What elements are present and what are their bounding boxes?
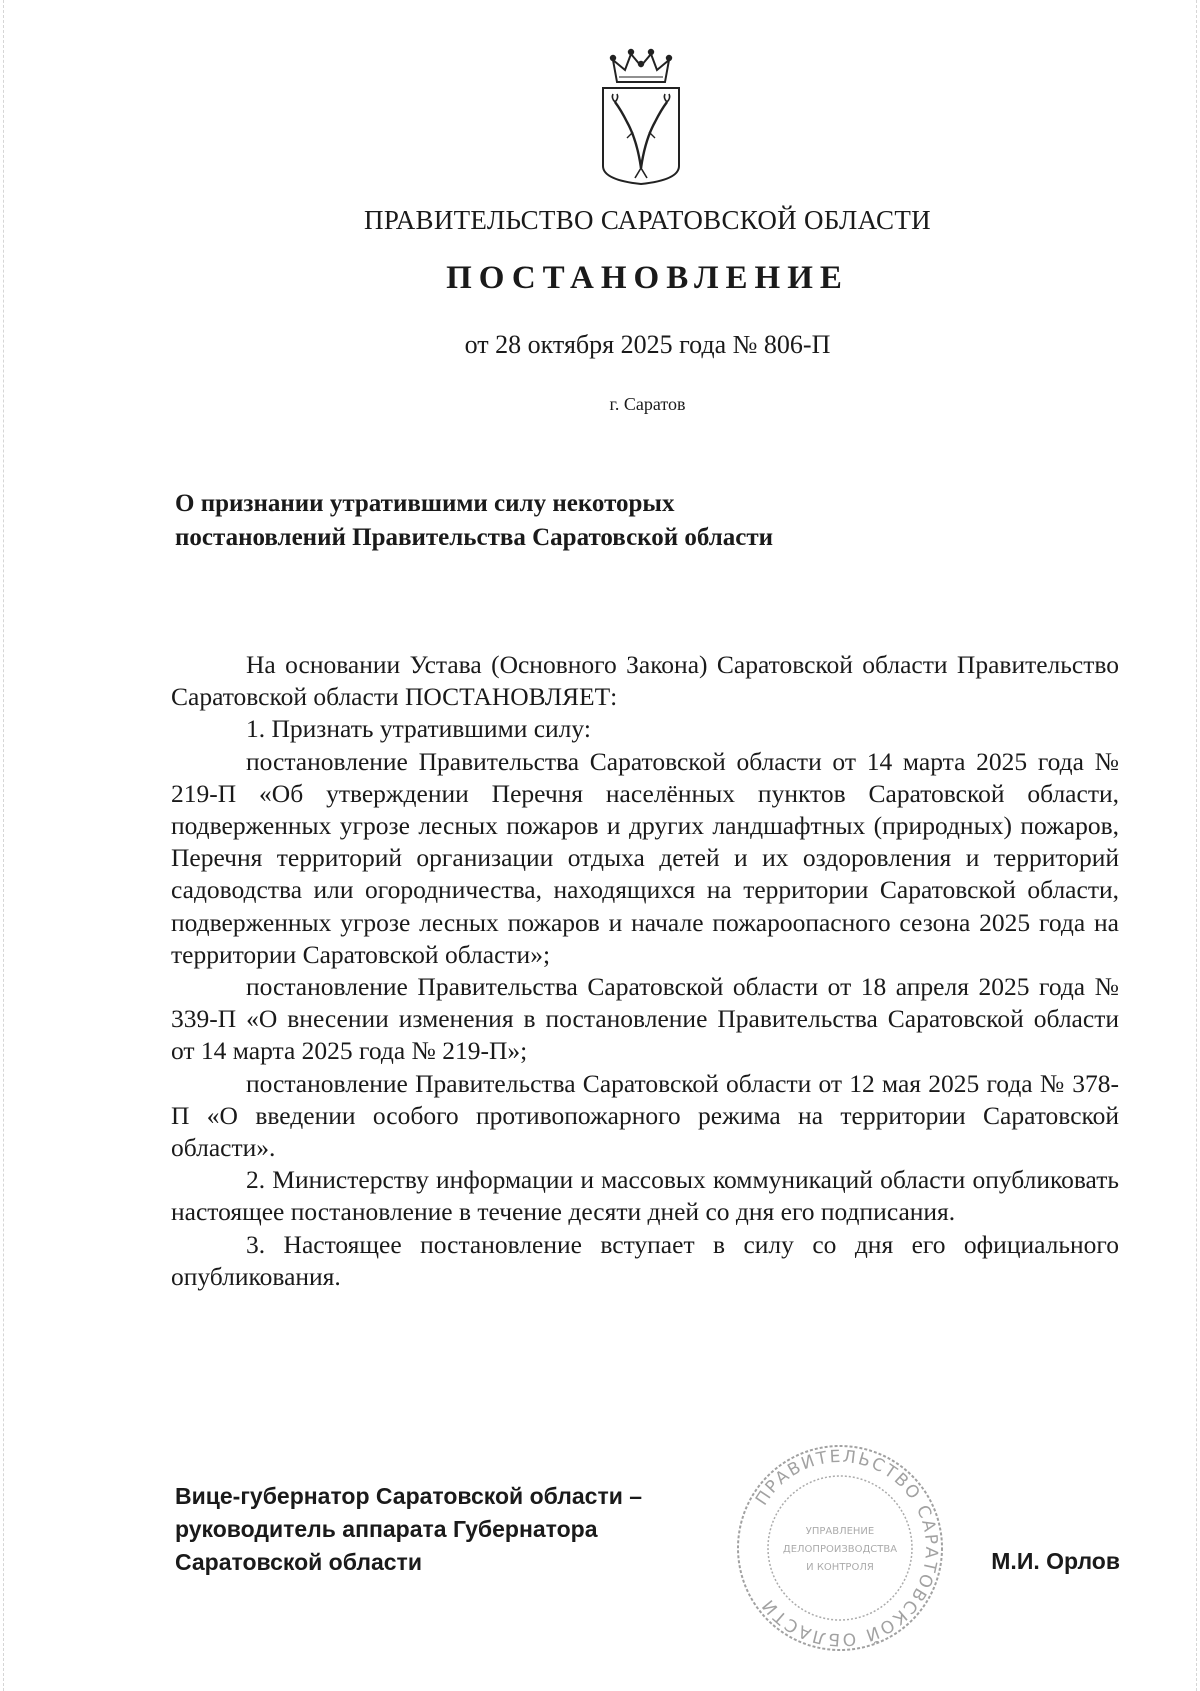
body-paragraph: 3. Настоящее постановление вступает в силу со дня его официального опубликования. [171,1229,1119,1291]
city: г. Саратов [609,394,686,414]
body-paragraph: 2. Министерству информации и массовых коммуникаций области опубликовать настоящее постановление в течение десяти дней со дня его подписания. [171,1165,1119,1227]
official-stamp-icon [734,1442,946,1654]
svg-text:И КОНТРОЛЯ: И КОНТРОЛЯ [806,1562,874,1573]
body-paragraph: постановление Правительства Саратовской области от 12 мая 2025 года № 378-П «О введении особого противопожарного режима на территории Саратовской области». [171,1068,1119,1163]
svg-text:УПРАВЛЕНИЕ: УПРАВЛЕНИЕ [805,1526,875,1537]
government-title: ПРАВИТЕЛЬСТВО САРАТОВСКОЙ ОБЛАСТИ [364,205,931,235]
body-paragraph: На основании Устава (Основного Закона) Саратовской области Правительство Саратовской области ПОСТАНОВЛЯЕТ: [171,650,1119,712]
coat-of-arms-icon [597,48,685,188]
document-body [171,649,1119,1293]
svg-text:ДЕЛОПРОИЗВОДСТВА: ДЕЛОПРОИЗВОДСТВА [782,1544,898,1555]
signatory-title: Вице-губернатор Саратовской области – руководитель аппарата Губернатора Саратовской области [175,1483,643,1575]
svg-text:ПРАВИТЕЛЬСТВО САРАТОВСКОЙ ОБЛА: ПРАВИТЕЛЬСТВО САРАТОВСКОЙ ОБЛАСТИ [751,1446,942,1650]
body-paragraph: 1. Признать утратившими силу: [246,714,591,744]
date-and-number: от 28 октября 2025 года № 806-П [464,330,831,359]
document-subject: О признании утратившими силу некоторых постановлений Правительства Саратовской области [175,490,774,551]
body-paragraph: постановление Правительства Саратовской области от 14 марта 2025 года № 219-П «Об утверждении Перечня населённых пунктов Саратовской области, подверженных угрозе лесных пожаров и других ландшафтных (природных) пожаров, Перечня территорий организации отдыха детей и их оздоровления и территорий садоводства или огородничества, находящихся на территории Саратовской области, подверженных угрозе лесных пожаров и начале пожароопасного сезона 2025 года на территории Саратовской области»; [171,746,1119,969]
scan-edge-right [1196,0,1198,1691]
scan-edge-left [3,0,5,1691]
document-type: ПОСТАНОВЛЕНИЕ [446,260,849,296]
body-paragraph: постановление Правительства Саратовской области от 18 апреля 2025 года № 339-П «О внесении изменения в постановление Правительства Саратовской области от 14 марта 2025 года № 219-П»; [171,972,1119,1066]
signatory-name: М.И. Орлов [991,1548,1120,1574]
